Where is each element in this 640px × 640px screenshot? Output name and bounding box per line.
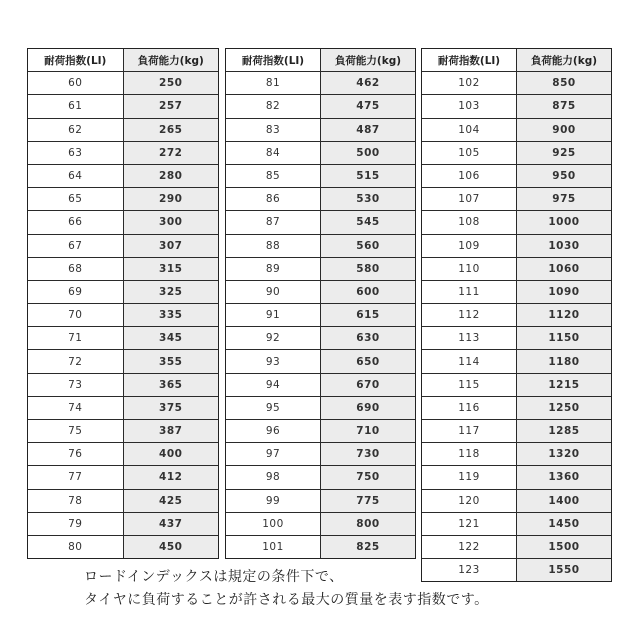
load-index-cell: 73 [28,373,123,396]
load-capacity-cell: 975 [517,188,612,211]
load-capacity-cell: 290 [123,188,218,211]
load-index-cell: 88 [226,234,321,257]
load-index-cell: 64 [28,164,123,187]
table-row [226,304,415,327]
load-index-cell: 99 [226,489,321,512]
table-row [422,141,611,164]
load-capacity-cell: 900 [517,118,612,141]
table-row [226,396,415,419]
table-row [226,373,415,396]
load-capacity-cell: 1320 [517,443,612,466]
table-row [422,535,611,558]
table-header-row [28,49,218,72]
load-capacity-cell: 875 [517,95,612,118]
load-capacity-cell: 345 [123,327,218,350]
load-index-cell: 117 [422,420,517,443]
table-row [422,118,611,141]
table-row [226,350,415,373]
load-capacity-cell: 375 [123,396,218,419]
load-index-cell: 66 [28,211,123,234]
table-row [28,489,218,512]
load-capacity-cell: 630 [321,327,416,350]
load-index-cell: 121 [422,512,517,535]
load-capacity-cell: 487 [321,118,416,141]
load-capacity-cell: 690 [321,396,416,419]
load-index-cell: 74 [28,396,123,419]
load-index-cell: 96 [226,420,321,443]
table-row [226,72,415,95]
load-index-cell: 123 [422,559,517,582]
load-index-cell: 67 [28,234,123,257]
table-row [422,280,611,303]
table-row [226,234,415,257]
load-capacity-header: 負荷能力(kg) [123,49,218,72]
load-capacity-cell: 325 [123,280,218,303]
load-capacity-cell: 1150 [517,327,612,350]
load-capacity-cell: 300 [123,211,218,234]
load-index-header: 耐荷指数(LI) [422,49,517,72]
load-capacity-cell: 307 [123,234,218,257]
load-index-cell: 112 [422,304,517,327]
load-index-table-3 [421,48,612,582]
load-capacity-cell: 315 [123,257,218,280]
load-index-cell: 90 [226,280,321,303]
table-row [226,420,415,443]
load-index-cell: 102 [422,72,517,95]
load-index-cell: 97 [226,443,321,466]
load-capacity-cell: 500 [321,141,416,164]
table-row [226,211,415,234]
table-row [28,257,218,280]
load-index-cell: 95 [226,396,321,419]
load-index-cell: 70 [28,304,123,327]
table-row [422,350,611,373]
table-row [422,373,611,396]
load-index-cell: 77 [28,466,123,489]
load-capacity-cell: 1400 [517,489,612,512]
load-capacity-cell: 530 [321,188,416,211]
load-index-cell: 80 [28,535,123,558]
load-capacity-cell: 1090 [517,280,612,303]
load-index-cell: 84 [226,141,321,164]
table-row [226,164,415,187]
load-index-cell: 63 [28,141,123,164]
table-row [28,535,218,558]
load-index-cell: 108 [422,211,517,234]
load-index-cell: 76 [28,443,123,466]
table-row [422,257,611,280]
load-capacity-cell: 425 [123,489,218,512]
load-index-cell: 62 [28,118,123,141]
table-row [28,280,218,303]
load-capacity-cell: 272 [123,141,218,164]
load-capacity-cell: 560 [321,234,416,257]
table-row [422,188,611,211]
table-row [28,396,218,419]
load-capacity-header: 負荷能力(kg) [321,49,416,72]
load-capacity-cell: 1180 [517,350,612,373]
load-index-table-2 [225,48,416,559]
caption-line-1: ロードインデックスは規定の条件下で、 [84,569,344,585]
load-index-cell: 75 [28,420,123,443]
table-row [422,466,611,489]
load-capacity-cell: 475 [321,95,416,118]
load-capacity-cell: 650 [321,350,416,373]
table-row [28,304,218,327]
table-row [422,443,611,466]
table-row [422,420,611,443]
load-capacity-cell: 355 [123,350,218,373]
load-capacity-cell: 1060 [517,257,612,280]
load-index-cell: 119 [422,466,517,489]
load-index-cell: 91 [226,304,321,327]
load-capacity-cell: 462 [321,72,416,95]
table-row [422,327,611,350]
load-index-cell: 109 [422,234,517,257]
load-capacity-cell: 670 [321,373,416,396]
caption [84,566,489,612]
load-capacity-cell: 1030 [517,234,612,257]
load-capacity-cell: 437 [123,512,218,535]
load-index-cell: 79 [28,512,123,535]
load-capacity-cell: 850 [517,72,612,95]
table-row [422,72,611,95]
load-index-cell: 93 [226,350,321,373]
load-capacity-cell: 1550 [517,559,612,582]
table-row [28,188,218,211]
load-capacity-header: 負荷能力(kg) [517,49,612,72]
table-row [28,443,218,466]
load-capacity-cell: 1250 [517,396,612,419]
load-index-cell: 71 [28,327,123,350]
load-index-cell: 103 [422,95,517,118]
load-index-cell: 115 [422,373,517,396]
load-index-cell: 78 [28,489,123,512]
load-capacity-cell: 450 [123,535,218,558]
table-row [422,512,611,535]
load-index-cell: 65 [28,188,123,211]
load-capacity-cell: 250 [123,72,218,95]
load-index-cell: 94 [226,373,321,396]
load-capacity-cell: 1000 [517,211,612,234]
load-capacity-cell: 730 [321,443,416,466]
table-row [28,373,218,396]
table-row [226,535,415,558]
load-index-cell: 113 [422,327,517,350]
load-index-cell: 86 [226,188,321,211]
load-capacity-cell: 412 [123,466,218,489]
load-index-cell: 61 [28,95,123,118]
table-row [226,95,415,118]
load-index-cell: 92 [226,327,321,350]
table-row [226,512,415,535]
table-row [422,396,611,419]
table-header-row [422,49,611,72]
load-capacity-cell: 580 [321,257,416,280]
load-index-header: 耐荷指数(LI) [28,49,123,72]
load-index-cell: 68 [28,257,123,280]
load-capacity-cell: 400 [123,443,218,466]
load-index-cell: 83 [226,118,321,141]
load-capacity-cell: 365 [123,373,218,396]
load-index-table-1 [27,48,219,559]
load-capacity-cell: 280 [123,164,218,187]
table-row [28,420,218,443]
table-row [422,95,611,118]
load-index-cell: 69 [28,280,123,303]
load-index-cell: 120 [422,489,517,512]
load-capacity-cell: 825 [321,535,416,558]
table-header-row [226,49,415,72]
load-index-cell: 114 [422,350,517,373]
load-index-cell: 72 [28,350,123,373]
load-capacity-cell: 1285 [517,420,612,443]
table-row [226,118,415,141]
load-index-cell: 100 [226,512,321,535]
table-row [28,234,218,257]
table-row [422,489,611,512]
load-capacity-cell: 515 [321,164,416,187]
load-index-header: 耐荷指数(LI) [226,49,321,72]
load-index-cell: 105 [422,141,517,164]
load-capacity-cell: 387 [123,420,218,443]
table-row [28,95,218,118]
table-row [226,443,415,466]
load-index-cell: 81 [226,72,321,95]
load-capacity-cell: 1120 [517,304,612,327]
load-index-cell: 101 [226,535,321,558]
load-index-cell: 107 [422,188,517,211]
table-row [28,327,218,350]
table-row [422,211,611,234]
load-capacity-cell: 600 [321,280,416,303]
load-index-cell: 82 [226,95,321,118]
load-capacity-cell: 710 [321,420,416,443]
table-row [226,466,415,489]
load-index-cell: 85 [226,164,321,187]
table-row [28,164,218,187]
table-row [226,489,415,512]
load-capacity-cell: 545 [321,211,416,234]
table-row [28,211,218,234]
load-index-cell: 111 [422,280,517,303]
table-row [28,141,218,164]
table-row [28,466,218,489]
load-index-cell: 118 [422,443,517,466]
load-capacity-cell: 1450 [517,512,612,535]
load-capacity-cell: 335 [123,304,218,327]
load-capacity-cell: 950 [517,164,612,187]
table-row [226,280,415,303]
load-capacity-cell: 775 [321,489,416,512]
caption-line-2: タイヤに負荷することが許される最大の質量を表す指数です。 [84,592,489,608]
table-row [28,72,218,95]
load-capacity-cell: 800 [321,512,416,535]
load-capacity-cell: 750 [321,466,416,489]
load-capacity-cell: 1360 [517,466,612,489]
table-row [226,327,415,350]
table-row [28,512,218,535]
table-row [422,234,611,257]
load-index-cell: 122 [422,535,517,558]
table-row [226,188,415,211]
load-index-cell: 98 [226,466,321,489]
load-index-cell: 106 [422,164,517,187]
table-row [226,141,415,164]
table-row [28,350,218,373]
load-capacity-cell: 925 [517,141,612,164]
table-row [422,164,611,187]
load-capacity-cell: 1500 [517,535,612,558]
load-index-cell: 87 [226,211,321,234]
table-row [28,118,218,141]
load-capacity-cell: 615 [321,304,416,327]
load-index-cell: 110 [422,257,517,280]
load-index-cell: 116 [422,396,517,419]
load-index-cell: 60 [28,72,123,95]
table-row [422,304,611,327]
load-capacity-cell: 265 [123,118,218,141]
load-capacity-cell: 257 [123,95,218,118]
table-row [226,257,415,280]
load-index-cell: 104 [422,118,517,141]
load-capacity-cell: 1215 [517,373,612,396]
load-index-cell: 89 [226,257,321,280]
